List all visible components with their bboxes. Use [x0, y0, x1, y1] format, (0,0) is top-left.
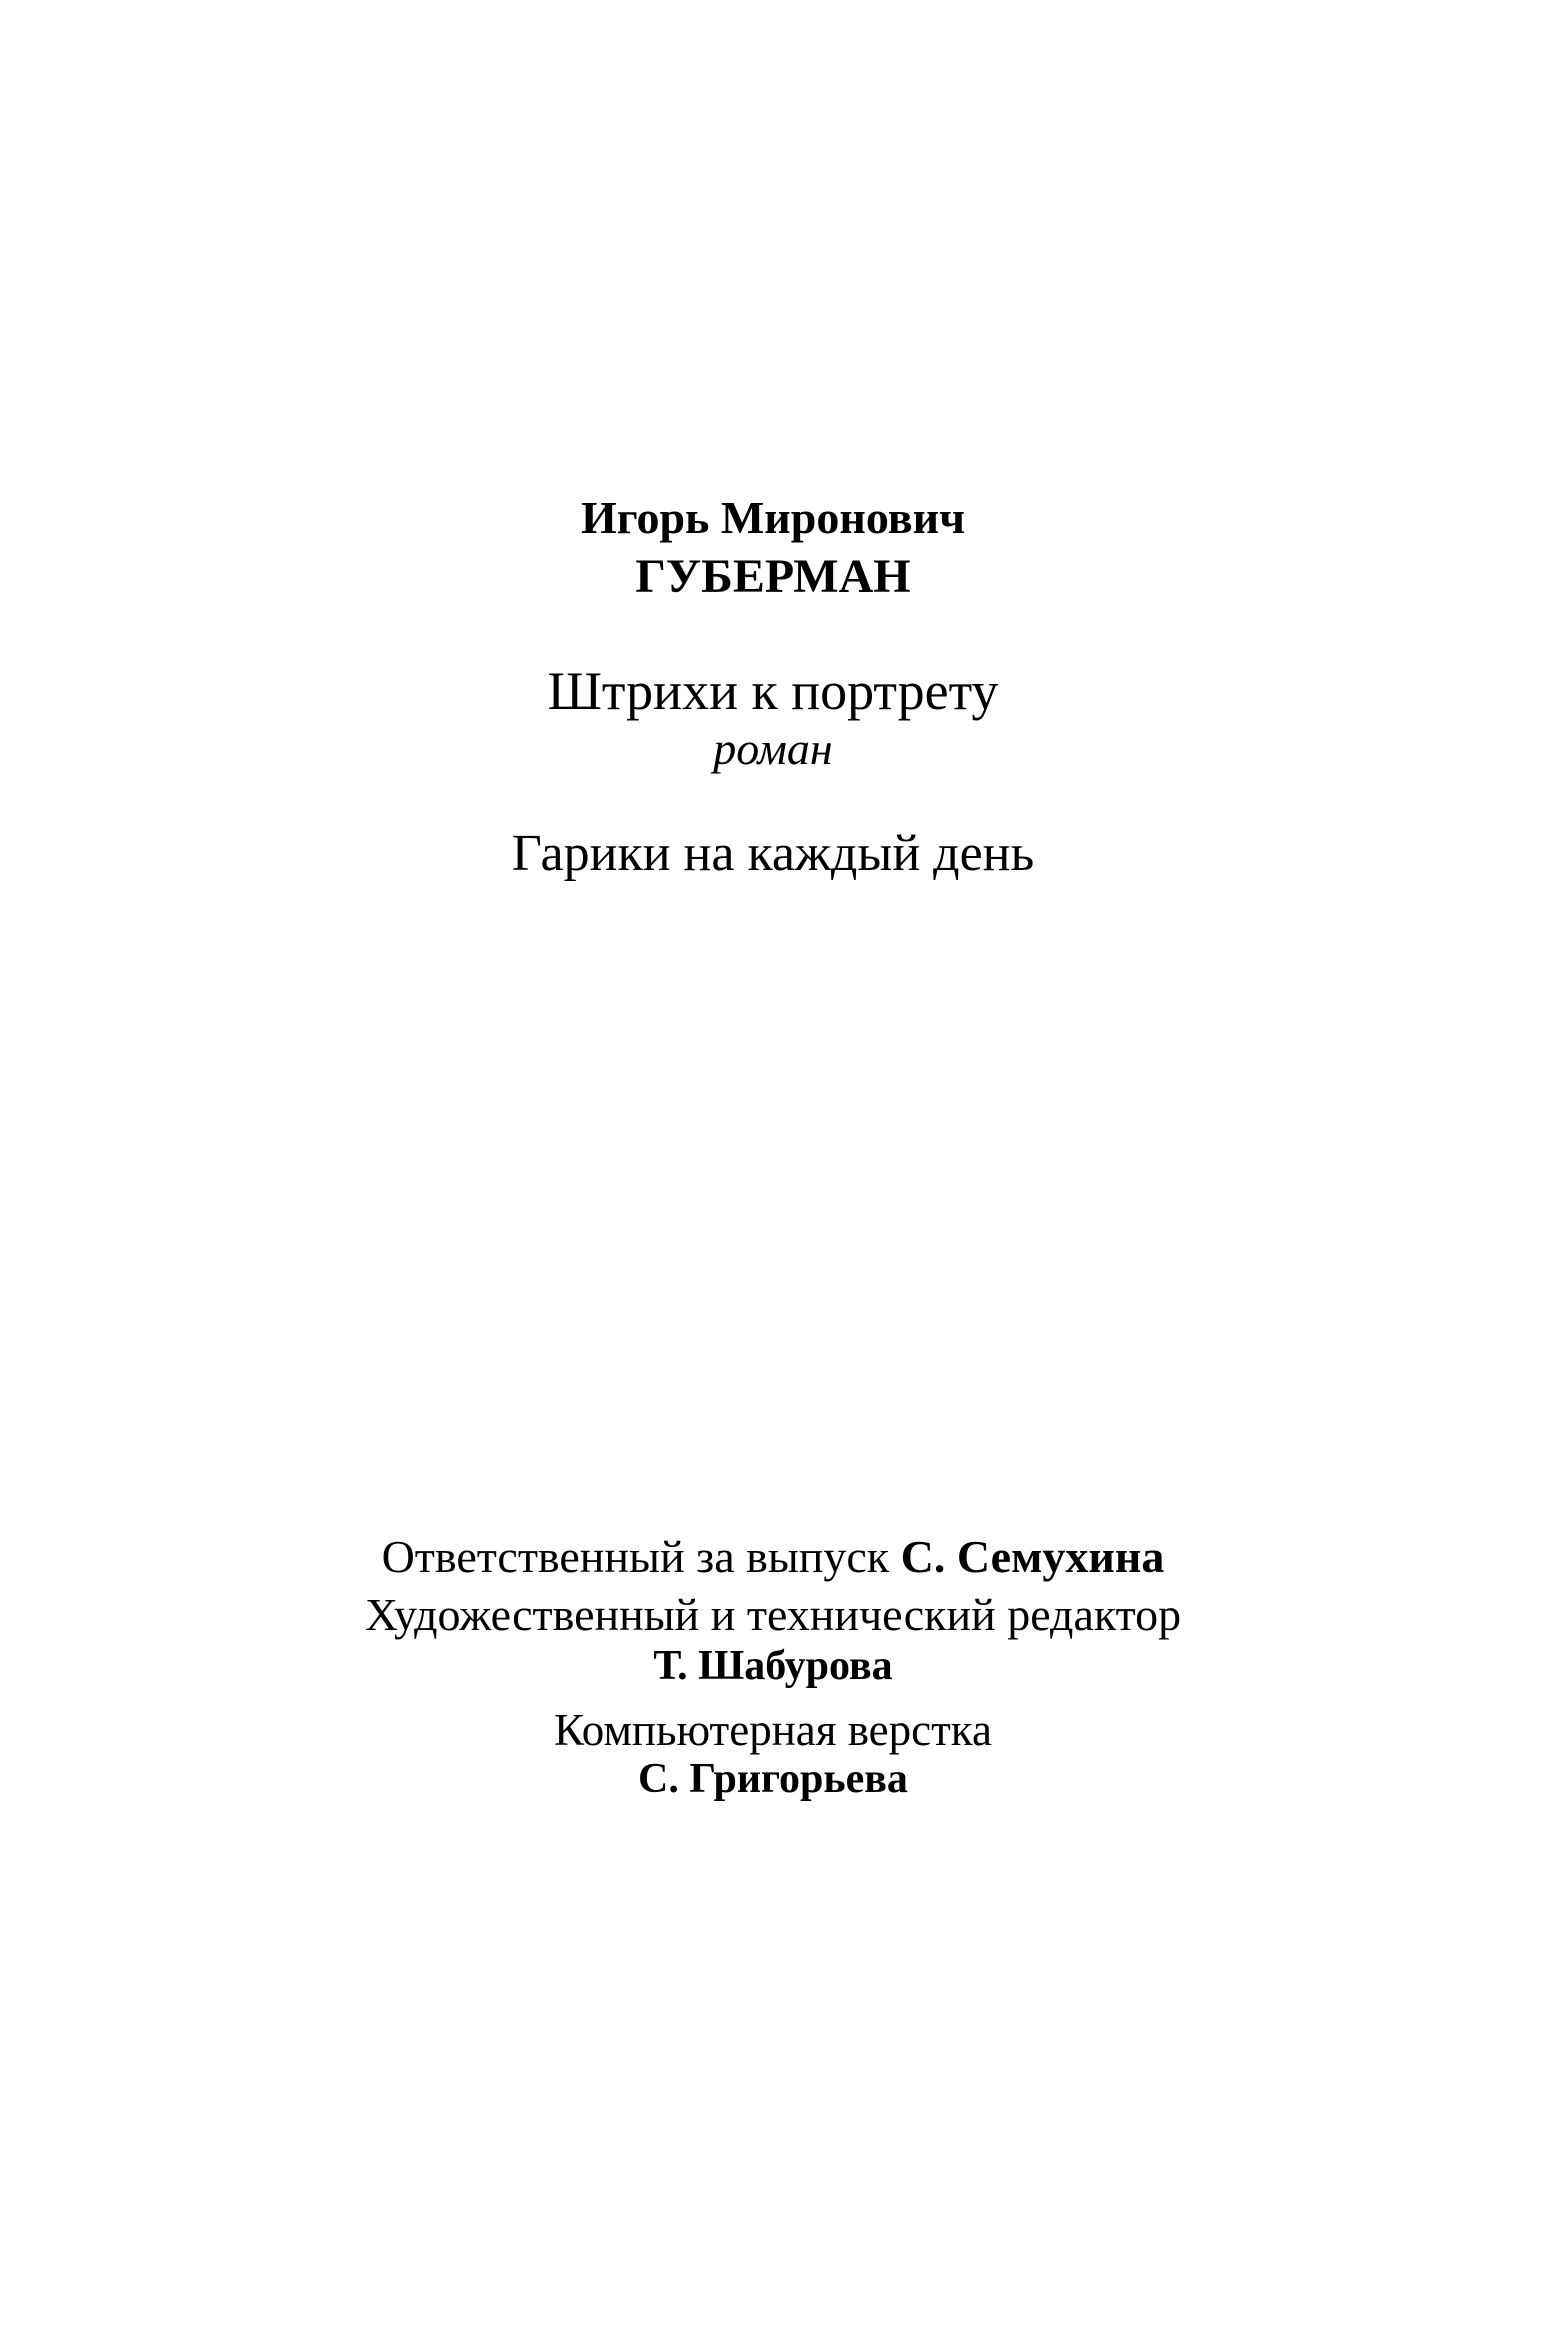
author-surname: ГУБЕРМАН	[635, 550, 911, 603]
layout-role: Компьютерная верстка	[554, 1705, 992, 1755]
layout-person: С. Григорьева	[638, 1756, 908, 1802]
work-genre: роман	[713, 723, 833, 774]
second-work-title: Гарики на каждый день	[511, 825, 1035, 882]
release-person: С. Семухина	[900, 1531, 1165, 1582]
author-name: Игорь Миронович	[580, 492, 966, 543]
release-role: Ответственный за выпуск	[381, 1531, 890, 1582]
editor-person: Т. Шабурова	[653, 1643, 893, 1689]
work-title: Штрихи к портрету	[547, 661, 999, 721]
release-credit	[0, 1531, 1546, 1582]
editor-role: Художественный и технический редактор	[364, 1589, 1182, 1640]
